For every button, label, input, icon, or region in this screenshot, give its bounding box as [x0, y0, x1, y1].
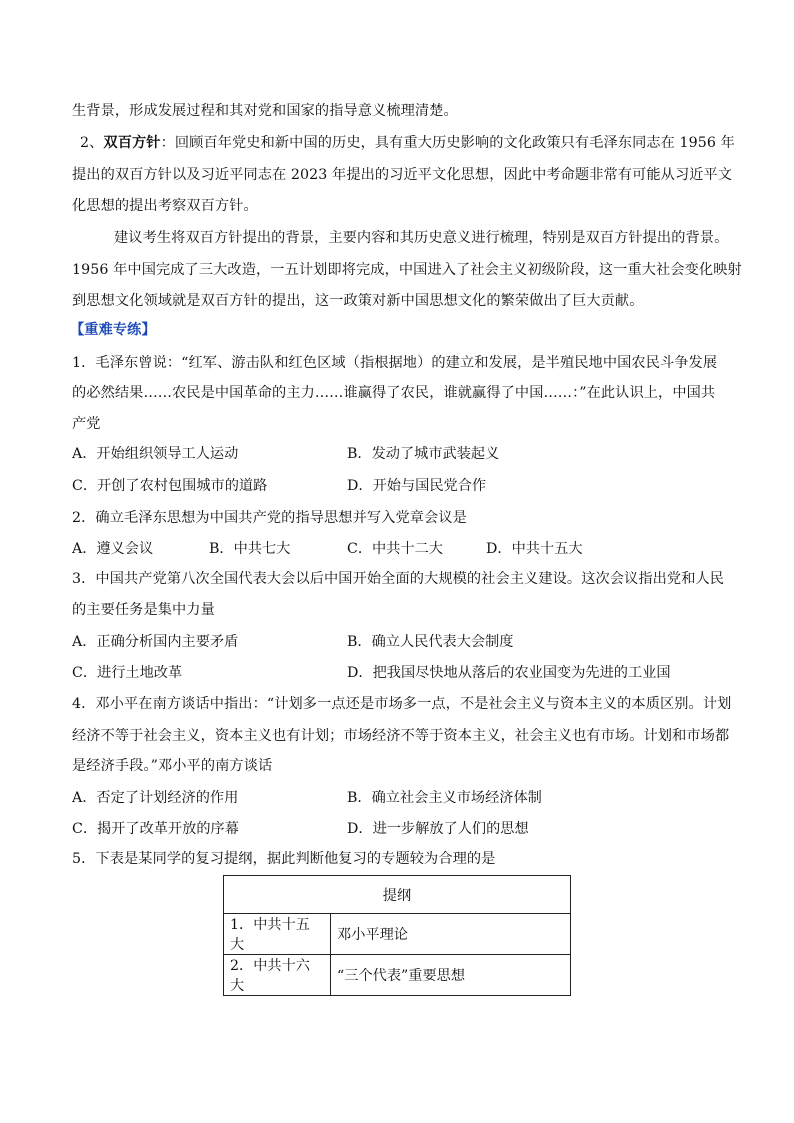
question-1-line: 产党	[72, 416, 101, 432]
point-term: 双百方针	[103, 135, 161, 151]
question-3-option-d[interactable]: D．把我国尽快地从落后的农业国变为先进的工业国	[347, 665, 671, 681]
question-3-line: 3．中国共产党第八次全国代表大会以后中国开始全面的大规模的社会主义建设。这次会议指出党和人民	[72, 571, 725, 587]
question-3-option-b[interactable]: B．确立人民代表大会制度	[347, 634, 514, 650]
intro-line: 生背景，形成发展过程和其对党和国家的指导意义梳理清楚。	[72, 103, 458, 119]
question-4-line: 是经济手段。”邓小平的南方谈话	[72, 758, 273, 774]
question-4-option-c[interactable]: C．揭开了改革开放的序幕	[72, 821, 239, 837]
table-header: 提纲	[224, 876, 571, 914]
intro-line: 到思想文化领域就是双百方针的提出，这一政策对新中国思想文化的繁荣做出了巨大贡献。	[72, 293, 644, 309]
table-row	[224, 914, 571, 955]
question-2-option-c[interactable]: C．中共十二大	[347, 541, 443, 557]
intro-point-2	[80, 133, 735, 153]
question-4-option-b[interactable]: B．确立社会主义市场经济体制	[347, 790, 542, 806]
intro-line: 1956 年中国完成了三大改造，一五计划即将完成，中国进入了社会主义初级阶段，这一重大社会变化映射	[72, 262, 742, 278]
question-1-line: 1．毛泽东曾说：“红军、游击队和红色区域（指根据地）的建立和发展，是半殖民地中国农民斗争发展	[72, 355, 718, 371]
table-header-row	[224, 876, 571, 914]
question-4-line: 4．邓小平在南方谈话中指出：“计划多一点还是市场多一点，不是社会主义与资本主义的本质区别。计划	[72, 696, 732, 712]
question-3-line: 的主要任务是集中力量	[72, 602, 215, 618]
question-4-line: 经济不等于社会主义，资本主义也有计划；市场经济不等于资本主义，社会主义也有市场。计划和市场都	[72, 728, 730, 744]
question-1-option-a[interactable]: A．开始组织领导工人运动	[72, 446, 239, 462]
question-5-line: 5．下表是某同学的复习提纲，据此判断他复习的专题较为合理的是	[72, 851, 496, 867]
question-4-option-a[interactable]: A．否定了计划经济的作用	[72, 790, 239, 806]
point-number: 2、	[80, 135, 104, 151]
question-3-option-c[interactable]: C．进行土地改革	[72, 665, 183, 681]
outline-table	[223, 875, 571, 996]
question-1-option-b[interactable]: B．发动了城市武装起义	[347, 446, 500, 462]
table-cell-content: 邓小平理论	[331, 914, 571, 955]
question-2-option-d[interactable]: D．中共十五大	[486, 541, 583, 557]
question-4-option-d[interactable]: D．进一步解放了人们的思想	[347, 821, 529, 837]
table-cell-meeting: 2．中共十六大	[224, 955, 331, 996]
table-cell-meeting: 1．中共十五大	[224, 914, 331, 955]
section-title: 【重难专练】	[70, 322, 156, 338]
question-2-option-b[interactable]: B．中共七大	[209, 541, 291, 557]
table-cell-content: “三个代表”重要思想	[331, 955, 571, 996]
intro-line: 化思想的提出考察双百方针。	[72, 198, 258, 214]
question-1-option-c[interactable]: C．开创了农村包围城市的道路	[72, 478, 268, 494]
intro-line: 建议考生将双百方针提出的背景，主要内容和其历史意义进行梳理，特别是双百方针提出的背景。	[114, 230, 729, 246]
question-3-option-a[interactable]: A．正确分析国内主要矛盾	[72, 634, 239, 650]
intro-line: 提出的双百方针以及习近平同志在 2023 年提出的习近平文化思想，因此中考命题非常有可能从习近平文	[72, 167, 733, 183]
table-row	[224, 955, 571, 996]
question-2-line: 2．确立毛泽东思想为中国共产党的指导思想并写入党章会议是	[72, 510, 467, 526]
point-text: ：回顾百年党史和新中国的历史，具有重大历史影响的文化政策只有毛泽东同志在 1956 年	[160, 135, 735, 151]
question-1-option-d[interactable]: D．开始与国民党合作	[347, 478, 487, 494]
question-2-option-a[interactable]: A．遵义会议	[72, 541, 154, 557]
question-1-line: 的必然结果……农民是中国革命的主力……谁赢得了农民，谁就赢得了中国……：”在此认识上，中国共	[72, 385, 716, 401]
